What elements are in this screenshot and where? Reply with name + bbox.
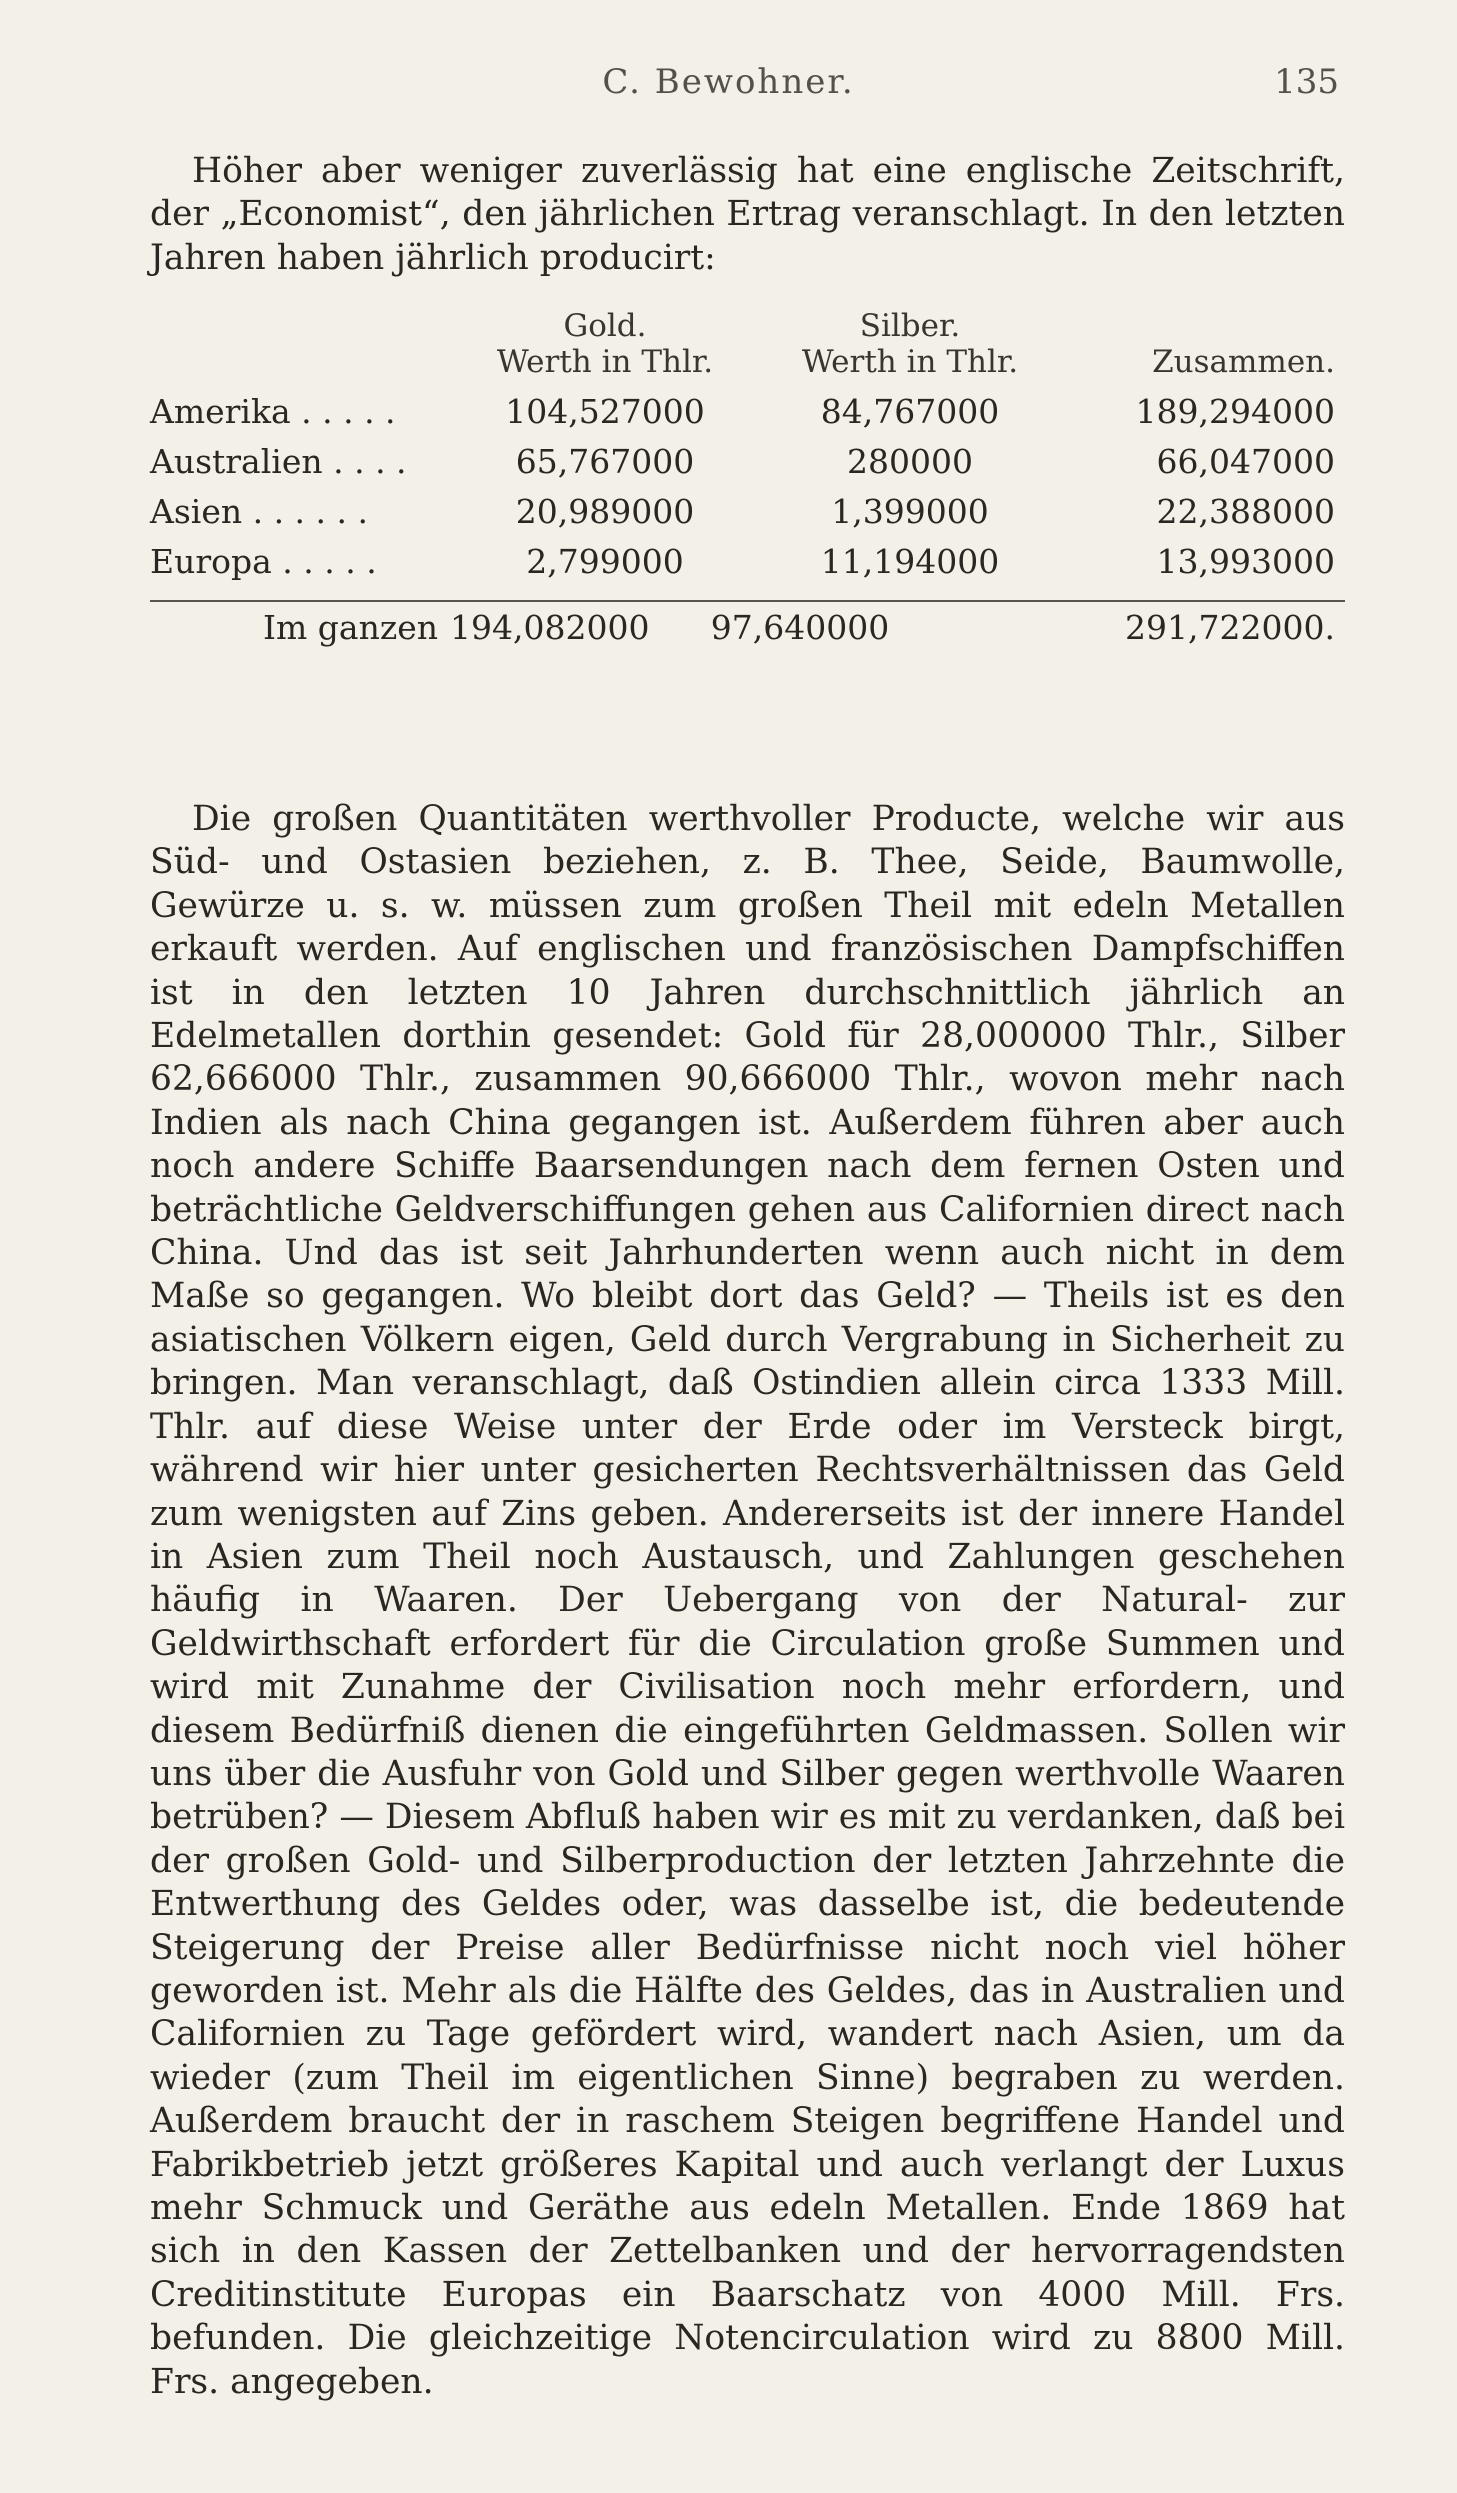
silver-cell: 1,399000 bbox=[831, 491, 989, 531]
total-cell: 13,993000 bbox=[1156, 541, 1335, 581]
gold-cell: 20,989000 bbox=[515, 491, 695, 531]
table-row bbox=[150, 486, 1345, 536]
gold-cell: 65,767000 bbox=[515, 441, 695, 481]
sum-total: 291,722000. bbox=[1125, 607, 1335, 647]
total-cell: 66,047000 bbox=[1156, 441, 1335, 481]
gold-cell: 104,527000 bbox=[505, 391, 705, 431]
region-cell: Amerika . . . . . bbox=[150, 391, 396, 431]
table-row bbox=[150, 536, 1345, 586]
total-cell: 189,294000 bbox=[1135, 391, 1335, 431]
table-row bbox=[150, 386, 1345, 436]
main-paragraph: Die großen Quantitäten werthvoller Producte, welche wir aus Süd- und Ostasien beziehen, z. B. Thee, Seide, Baumwolle, Gewürze u. s. w. müssen zum großen Theil mit edeln Metallen erkauft werden. Auf englischen und französischen Dampfschiffen ist in den letzten 10 Jahren durchschnittlich jährlich an Edelmetallen dorthin gesendet: Gold für 28,000000 Thlr., Silber 62,666000 Thlr., zusammen 90,666000 Thlr., wovon mehr nach Indien als nach China gegangen ist. Außerdem führen aber auch noch andere Schiffe Baarsendungen nach dem fernen Osten und beträchtliche Geldverschiffungen gehen aus Californien direct nach China. Und das ist seit Jahrhunderten wenn auch nicht in dem Maße so gegangen. Wo bleibt dort das Geld? — Theils ist es den asiatischen Völkern eigen, Geld durch Vergrabung in Sicherheit zu bringen. Man veranschlagt, daß Ostindien allein circa 1333 Mill. Thlr. auf diese Weise unter der Erde oder im Versteck birgt, während wir hier unter gesicherten Rechtsverhältnissen das Geld zum wenigsten auf Zins geben. Andererseits ist der innere Handel in Asien zum Theil noch Austausch, und Zahlungen geschehen häufig in Waaren. Der Uebergang von der Natural- zur Geldwirthschaft erfordert für die Circulation große Summen und wird mit Zunahme der Civilisation noch mehr erfordern, und diesem Bedürfniß dienen die eingeführten Geldmassen. Sollen wir uns über die Ausfuhr von Gold und Silber gegen werthvolle Waaren betrüben? — Diesem Abfluß haben wir es mit zu verdanken, daß bei der großen Gold- und Silberproduction der letzten Jahrzehnte die Entwerthung des Geldes oder, was dasselbe ist, die bedeutende Steigerung der Preise aller Bedürfnisse nicht noch viel höher geworden ist. Mehr als die Hälfte des Geldes, das in Australien und Californien zu Tage gefördert wird, wandert nach Asien, um da wieder (zum Theil im eigentlichen Sinne) begraben zu werden. Außerdem braucht der in raschem Steigen begriffene Handel und Fabrikbetrieb jetzt größeres Kapital und auch verlangt der Luxus mehr Schmuck und Geräthe aus edeln Metallen. Ende 1869 hat sich in den Kassen der Zettelbanken und der hervorragendsten Creditinstitute Europas ein Baarschatz von 4000 Mill. Frs. befunden. Die gleichzeitige Notencirculation wird zu 8800 Mill. Frs. angegeben. bbox=[150, 799, 1345, 2402]
header-silver-unit: Werth in Thlr. bbox=[801, 344, 1019, 380]
region-cell: Asien . . . . . . bbox=[150, 491, 368, 531]
running-head bbox=[0, 62, 1457, 122]
table-row bbox=[150, 436, 1345, 486]
silver-cell: 11,194000 bbox=[820, 541, 1000, 581]
silver-cell: 84,767000 bbox=[820, 391, 1000, 431]
header-total: Zusammen. bbox=[1152, 344, 1335, 380]
intro-paragraph: Höher aber weniger zuverlässig hat eine englische Zeitschrift, der „Economist“, den jährlichen Ertrag veranschlagt. In den letzten Jahren haben jährlich producirt: bbox=[150, 151, 1345, 278]
page-number: 135 bbox=[1274, 62, 1339, 102]
gold-cell: 2,799000 bbox=[526, 541, 684, 581]
sum-gold: 194,082000 bbox=[450, 607, 650, 647]
header-silver: Silber. bbox=[859, 308, 961, 344]
total-cell: 22,388000 bbox=[1156, 491, 1335, 531]
sum-silver: 97,640000 bbox=[710, 607, 890, 647]
header-gold: Gold. bbox=[563, 308, 647, 344]
region-cell: Australien . . . . bbox=[150, 441, 407, 481]
sum-label: Im ganzen bbox=[262, 607, 438, 647]
sum-row bbox=[150, 602, 1345, 652]
header-gold-unit: Werth in Thlr. bbox=[496, 344, 714, 380]
running-head-title: C. Bewohner. bbox=[602, 62, 855, 102]
silver-cell: 280000 bbox=[847, 441, 973, 481]
production-table bbox=[150, 308, 1345, 652]
region-cell: Europa . . . . . bbox=[150, 541, 377, 581]
